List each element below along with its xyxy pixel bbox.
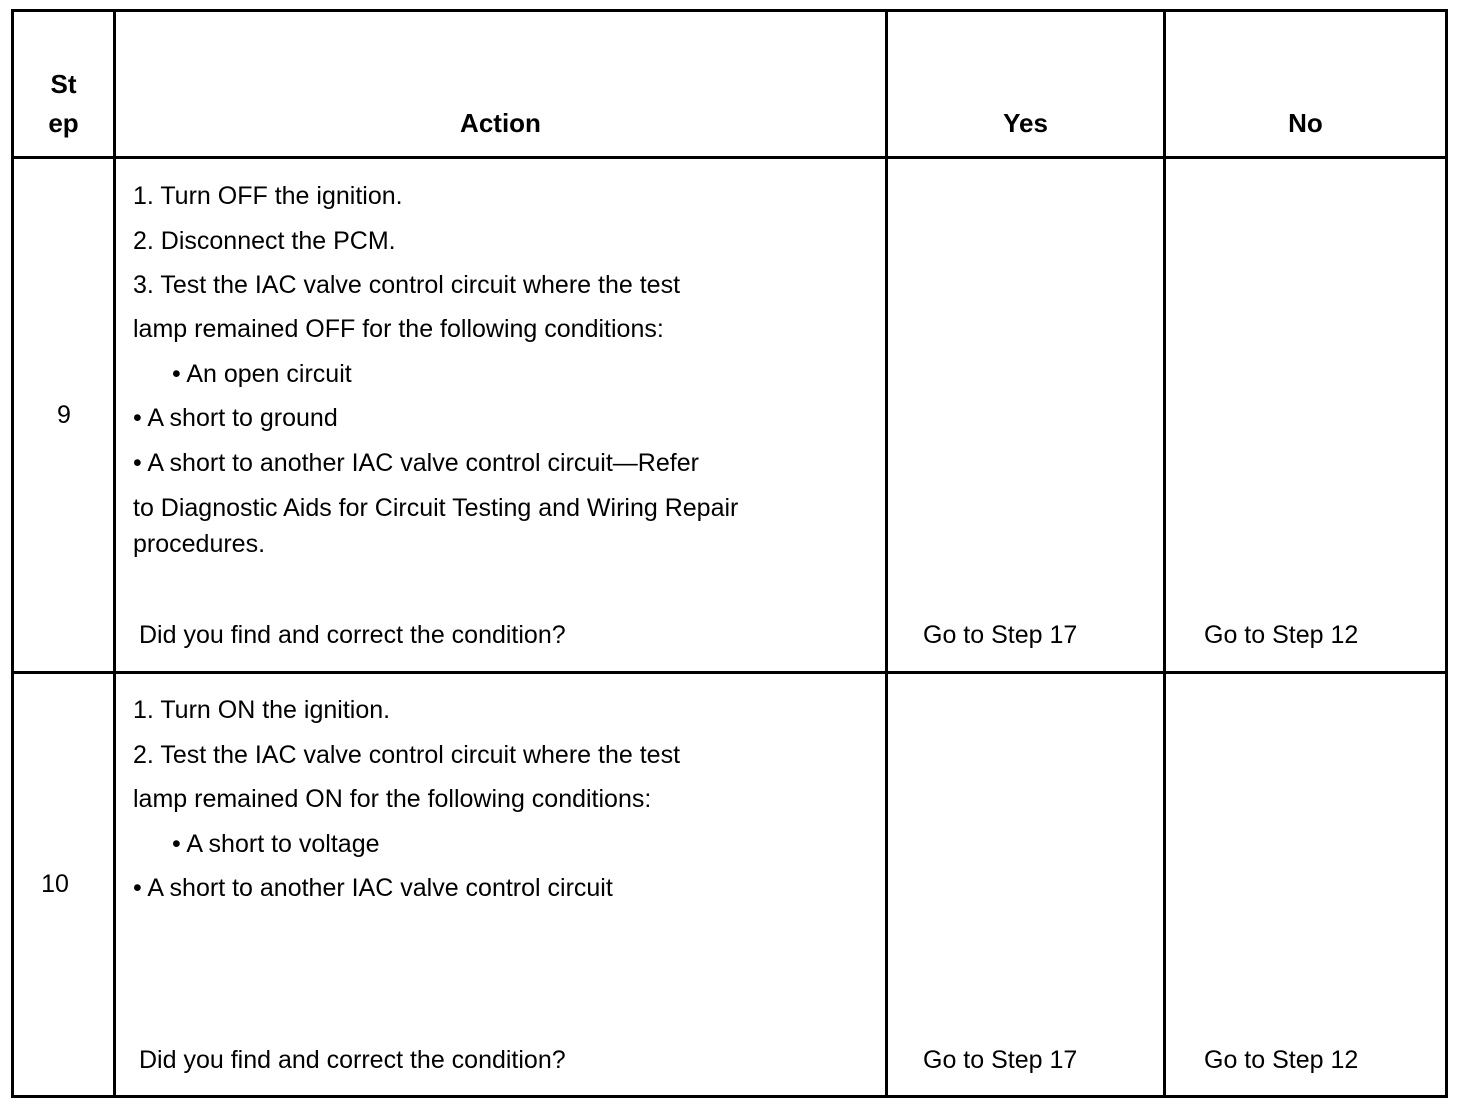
action-line: procedures. — [133, 530, 266, 558]
header-step-line2: ep — [48, 108, 79, 138]
action-line: 2. Test the IAC valve control circuit where the test — [133, 741, 681, 769]
header-action: Action — [460, 108, 541, 138]
action-bullet: • An open circuit — [172, 360, 352, 388]
table-bottom-rule — [11, 1095, 1448, 1098]
action-line: 3. Test the IAC valve control circuit where the test — [133, 271, 681, 299]
col-rule-step — [113, 9, 116, 1098]
step-number: 10 — [41, 870, 69, 898]
action-line: lamp remained OFF for the following conditions: — [133, 315, 664, 343]
action-line: 2. Disconnect the PCM. — [133, 227, 396, 255]
no-result: Go to Step 12 — [1204, 621, 1359, 649]
col-rule-action — [885, 9, 888, 1098]
action-question: Did you find and correct the condition? — [139, 621, 566, 649]
action-bullet: • A short to voltage — [172, 830, 380, 858]
action-bullet: • A short to ground — [133, 404, 338, 432]
yes-result: Go to Step 17 — [923, 1046, 1078, 1074]
step-number: 9 — [57, 401, 71, 429]
header-step-line1: St — [50, 69, 77, 99]
action-line: 1. Turn ON the ignition. — [133, 696, 391, 724]
action-question: Did you find and correct the condition? — [139, 1046, 566, 1074]
row-9-bottom-rule — [11, 671, 1448, 674]
action-line: 1. Turn OFF the ignition. — [133, 182, 403, 210]
action-bullet: • A short to another IAC valve control circuit—Refer — [133, 449, 699, 477]
col-rule-yes — [1163, 9, 1166, 1098]
header-no: No — [1288, 108, 1323, 138]
header-yes: Yes — [1003, 108, 1048, 138]
yes-result: Go to Step 17 — [923, 621, 1078, 649]
col-rule-no — [1445, 9, 1448, 1098]
action-line: to Diagnostic Aids for Circuit Testing and Wiring Repair — [133, 494, 739, 522]
action-line: lamp remained ON for the following conditions: — [133, 785, 652, 813]
header-bottom-rule — [11, 156, 1448, 159]
action-bullet: • A short to another IAC valve control circuit — [133, 874, 613, 902]
no-result: Go to Step 12 — [1204, 1046, 1359, 1074]
